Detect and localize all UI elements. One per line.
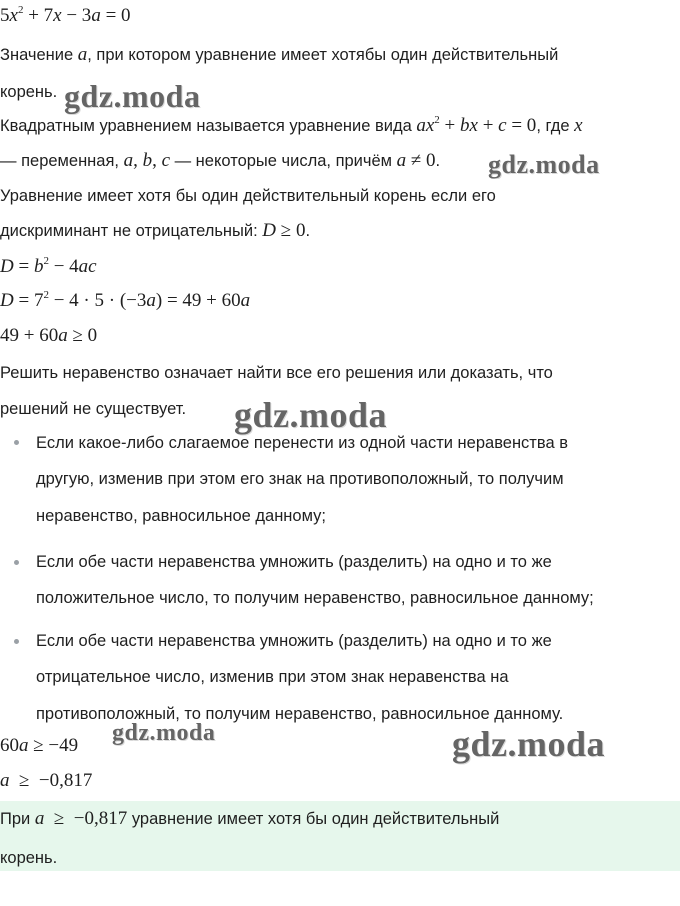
list-item: отрицательное число, изменив при этом знак неравенства на — [36, 668, 509, 686]
paragraph-solve-cont — [0, 397, 186, 421]
list-item: Если какое-либо слагаемое перенести из одной части неравенства в — [36, 434, 568, 452]
bullet-icon — [14, 440, 19, 445]
paragraph-condition — [0, 184, 496, 208]
formula-discriminant: $D = b^2 - 4ac$ — [0, 255, 97, 277]
equation-main: $5x^2 + 7x - 3a = 0$ — [0, 4, 131, 26]
solve-text-b: решений не существует. — [0, 400, 187, 418]
paragraph-intro-cont — [0, 80, 57, 104]
watermark-logo: gdz.moda — [64, 78, 201, 114]
watermark-logo: gdz.moda — [234, 395, 388, 435]
paragraph-definition-cont: — переменная, a, b, c — некоторые числа, причём a ≠ 0. — [0, 150, 441, 171]
answer-text-cont — [0, 846, 57, 870]
list-item: Если обе части неравенства умножить (разделить) на одно и то же — [36, 553, 552, 571]
list-item: Если обе части неравенства умножить (разделить) на одно и то же — [36, 632, 552, 650]
condition-text-b: дискриминант не отрицательный: — [0, 222, 263, 240]
intro-text-a: Значение — [0, 46, 78, 64]
formula-result-2: a ≥ −0,817 — [0, 770, 93, 791]
answer-text: При a ≥ −0,817 уравнение имеет хотя бы один действительный — [0, 808, 500, 829]
list-item: неравенство, равносильное данному; — [36, 507, 326, 525]
intro-text-b: , при котором уравнение имеет хотябы один действительный — [87, 46, 559, 64]
solve-text: Решить неравенство означает найти все его решения или доказать, что — [0, 364, 553, 382]
bullet-icon — [14, 639, 19, 644]
paragraph-solve — [0, 361, 553, 385]
paragraph-intro: Значение a, при котором уравнение имеет хотябы один действительный — [0, 44, 559, 65]
formula-result-1: 60a ≥ −49 — [0, 735, 79, 756]
list-item: противоположный, то получим неравенство, равносильное данному. — [36, 705, 564, 723]
definition-text-b: , где — [536, 117, 575, 135]
formula-inequality: 49 + 60a ≥ 0 — [0, 325, 98, 346]
paragraph-condition-cont: дискриминант не отрицательный: D ≥ 0. — [0, 220, 311, 241]
answer-text-b: уравнение имеет хотя бы один действительный — [127, 810, 500, 828]
definition-text-d: — некоторые числа, причём — [170, 152, 397, 170]
list-item: другую, изменив при этом его знак на противоположный, то получим — [36, 470, 564, 488]
bullet-icon — [14, 560, 19, 565]
definition-text-e: . — [435, 152, 441, 170]
formula-discriminant-calc: $D = 7^2 - 4 \cdot 5 \cdot (-3a) = 49 + 60a$ — [0, 289, 251, 311]
condition-text: Уравнение имеет хотя бы один действительный корень если его — [0, 187, 496, 205]
definition-text-a: Квадратным уравнением называется уравнение вида — [0, 117, 417, 135]
answer-text-a: При — [0, 810, 35, 828]
list-item: положительное число, то получим неравенство, равносильное данному; — [36, 589, 594, 607]
paragraph-definition: Квадратным уравнением называется уравнение вида $ax^2$ + bx + c = 0, где x — [0, 114, 583, 136]
watermark-logo: gdz.moda — [452, 724, 606, 764]
watermark-logo: gdz.moda — [112, 720, 216, 746]
answer-text-c: корень. — [0, 849, 58, 867]
intro-text-c: корень. — [0, 83, 58, 101]
condition-text-c: . — [305, 222, 311, 240]
definition-text-c: — переменная, — [0, 152, 124, 170]
watermark-logo: gdz.moda — [488, 150, 600, 179]
